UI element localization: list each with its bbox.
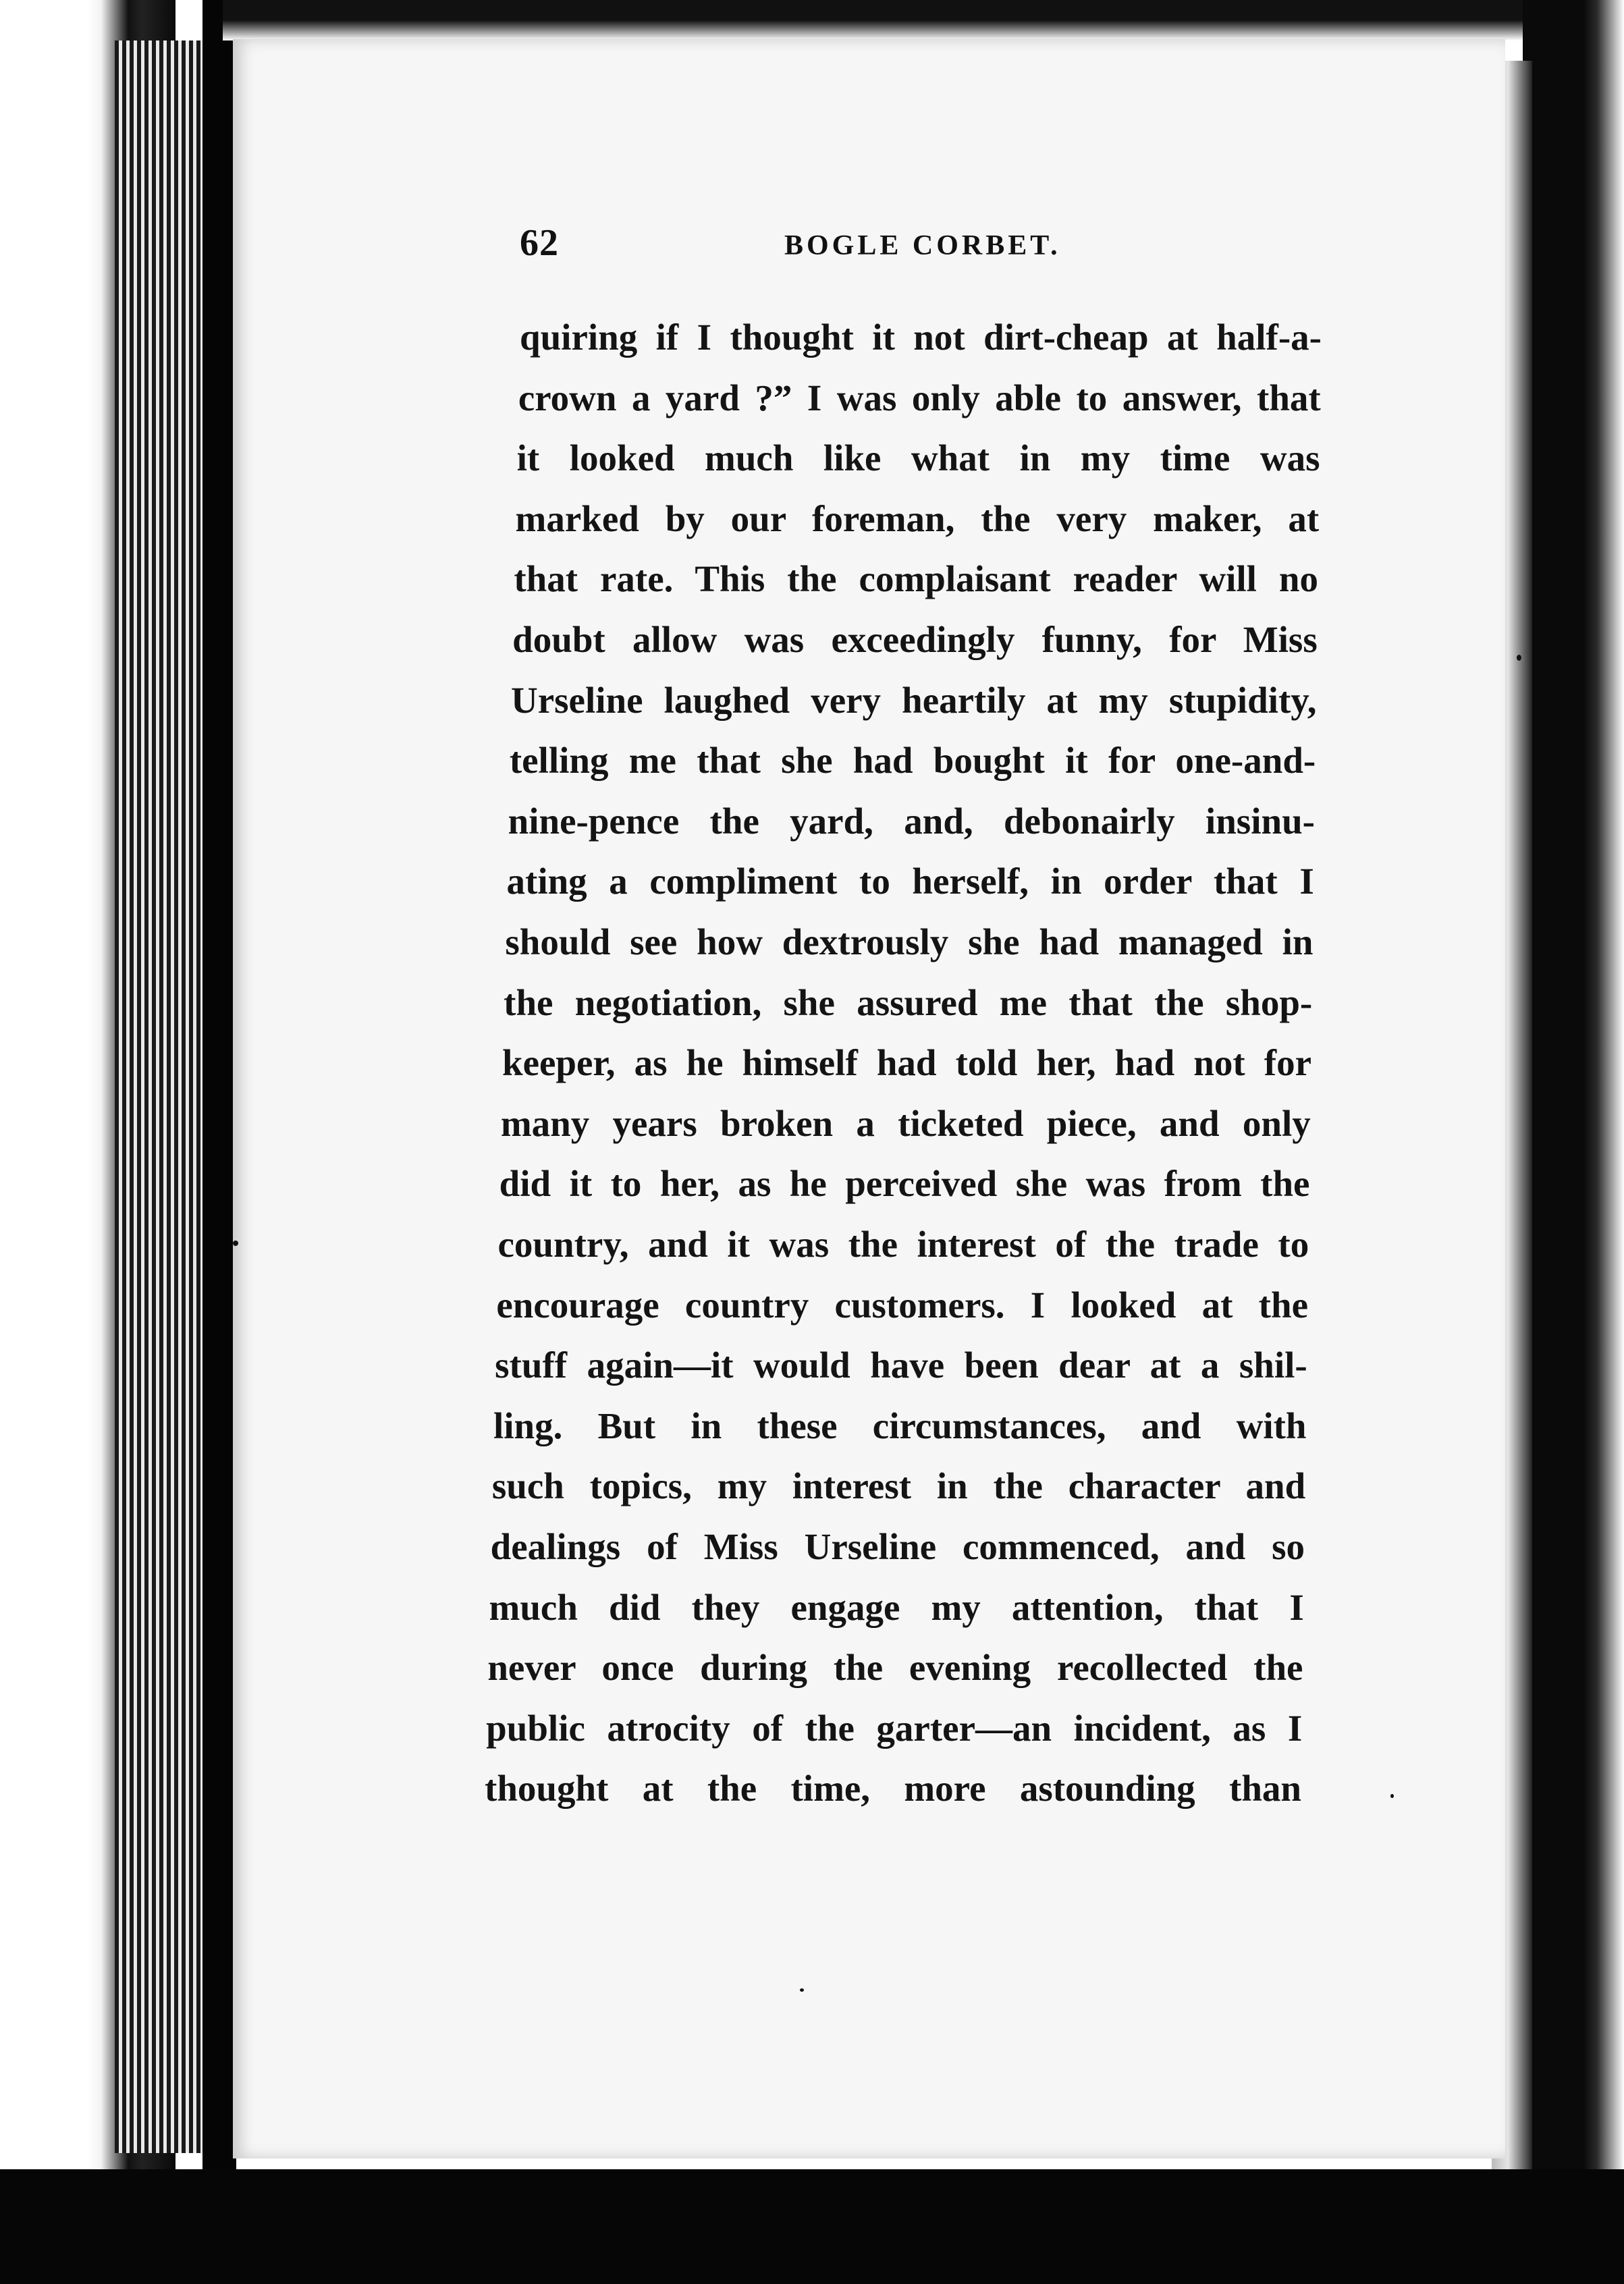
text-line: country, and it was the interest of the trade to bbox=[497, 1224, 1309, 1265]
text-line: quiring if I thought it not dirt-cheap at half-a- bbox=[520, 317, 1322, 358]
text-line: dealings of Miss Urseline commenced, and so bbox=[490, 1526, 1305, 1567]
text-line: encourage country customers. I looked at the bbox=[496, 1284, 1308, 1326]
text-line: public atrocity of the garter—an incident, as I bbox=[486, 1707, 1303, 1749]
text-line: much did they engage my attention, that I bbox=[489, 1586, 1304, 1628]
text-line: thought at the time, more astounding than bbox=[485, 1768, 1301, 1810]
text-line: doubt allow was exceedingly funny, for Miss bbox=[512, 619, 1318, 660]
text-line: the negotiation, she assured me that the shop- bbox=[504, 981, 1313, 1023]
text-line: that rate. This the complaisant reader will no bbox=[514, 558, 1318, 600]
text-line: Urseline laughed very heartily at my stupidity, bbox=[511, 679, 1317, 721]
page-number: 62 bbox=[520, 222, 559, 264]
ink-speck bbox=[1390, 1794, 1394, 1798]
text-line: telling me that she had bought it for one-and- bbox=[509, 740, 1316, 782]
text-line: such topics, my interest in the character and bbox=[491, 1465, 1306, 1507]
ink-speck bbox=[800, 1988, 804, 1992]
text-line: nine-pence the yard, and, debonairly insinu- bbox=[508, 800, 1315, 842]
text-line: should see how dextrously she had managed in bbox=[505, 921, 1314, 962]
ink-speck bbox=[233, 1241, 238, 1246]
text-line: many years broken a ticketed piece, and only bbox=[500, 1102, 1311, 1144]
text-line: marked by our foreman, the very maker, at bbox=[515, 497, 1320, 539]
text-line: crown a yard ?” I was only able to answer, that bbox=[518, 377, 1321, 418]
text-line: never once during the evening recollected the bbox=[487, 1647, 1303, 1689]
book-title: BOGLE CORBET. bbox=[784, 230, 1061, 261]
text-line: stuff again—it would have been dear at a shil- bbox=[495, 1344, 1307, 1386]
ink-speck bbox=[1517, 655, 1521, 661]
text-line: it looked much like what in my time was bbox=[516, 437, 1320, 479]
text-line: ling. But in these circumstances, and with bbox=[493, 1405, 1307, 1446]
text-line: did it to her, as he perceived she was from the bbox=[499, 1163, 1310, 1205]
text-line: keeper, as he himself had told her, had not for bbox=[502, 1042, 1311, 1084]
text-line: ating a compliment to herself, in order that I bbox=[506, 861, 1314, 902]
